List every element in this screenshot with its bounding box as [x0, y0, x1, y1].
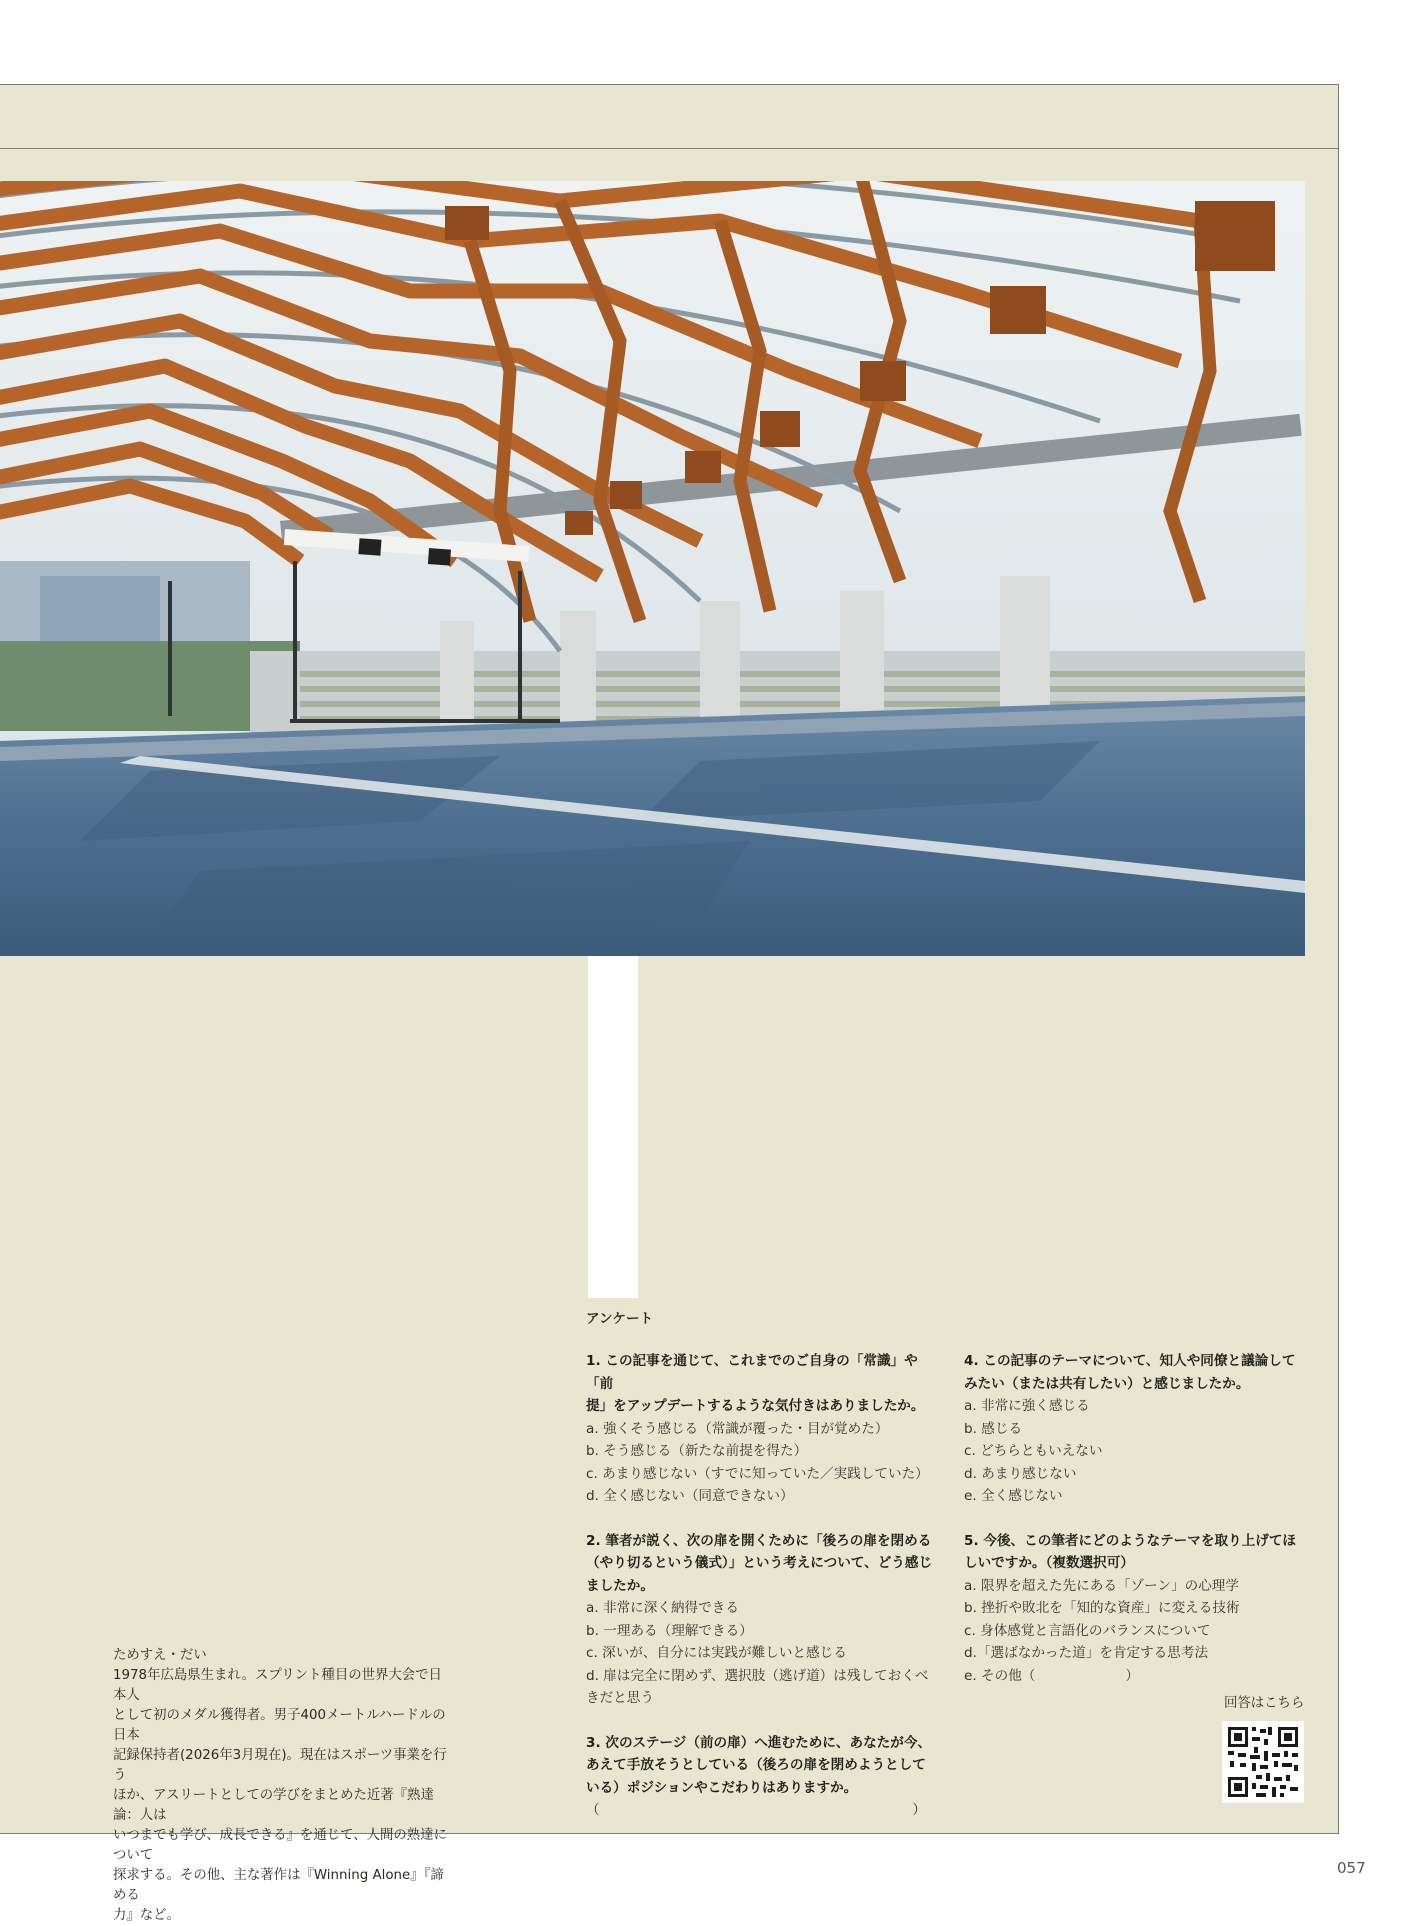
- question-title: しいですか。（複数選択可）: [964, 1555, 1134, 1571]
- answer-option[interactable]: b. そう感じる（新たな前提を得た）: [586, 1443, 808, 1459]
- white-strip: [588, 956, 638, 1298]
- question-title: 3. 次のステージ（前の扉）へ進むために、あなたが今、: [586, 1734, 932, 1751]
- qr-code-icon[interactable]: [1222, 1721, 1304, 1803]
- answer-option[interactable]: c. 身体感覚と言語化のバランスについて: [964, 1622, 1211, 1639]
- bio-line: 探求する。その他、主な著作は『Winning Alone』『諦める: [113, 1868, 444, 1903]
- other-label: e. その他（: [964, 1667, 1036, 1684]
- other-blank: [1035, 1665, 1125, 1688]
- answer-option[interactable]: b. 一理ある（理解できる）: [586, 1622, 753, 1639]
- survey-title: アンケート: [586, 1311, 654, 1327]
- bio-line: ほか、アスリートとしての学びをまとめた近著『熟達論：人は: [113, 1788, 434, 1823]
- answer-option[interactable]: d.「選ばなかった道」を肯定する思考法: [964, 1645, 1209, 1661]
- answer-option[interactable]: d. 全く感じない（同意できない）: [586, 1488, 794, 1504]
- answer-option[interactable]: b. 挫折や敗北を「知的な資産」に変える技術: [964, 1600, 1240, 1616]
- question-2: [586, 1530, 934, 1710]
- bio-line: いつまでも学び、成長できる』を通じて、人間の熟達について: [113, 1828, 447, 1863]
- bio-line: 力』など。: [113, 1908, 180, 1923]
- answer-option[interactable]: a. 強くそう感じる（常識が覆った・目が覚めた）: [586, 1420, 889, 1437]
- answer-option[interactable]: a. 非常に強く感じる: [964, 1398, 1090, 1414]
- bio-line: として初のメダル獲得者。男子400メートルハードルの日本: [113, 1708, 446, 1743]
- answer-option[interactable]: d. あまり感じない: [964, 1465, 1077, 1482]
- other-close: ）: [1125, 1667, 1139, 1684]
- question-5: [964, 1530, 1312, 1688]
- question-title: 4. この記事のテーマについて、知人や同僚と議論して: [964, 1353, 1296, 1369]
- paren-open: （: [586, 1802, 600, 1818]
- bio-line: 記録保持者(2026年3月現在)。現在はスポーツ事業を行う: [113, 1748, 447, 1783]
- question-1: [586, 1350, 934, 1508]
- survey-column-right: [964, 1350, 1312, 1709]
- question-title: みたい（または共有したい）と感じましたか。: [964, 1375, 1250, 1392]
- question-title: いる）ポジションやこだわりはありますか。: [586, 1779, 858, 1796]
- question-title: 2. 筆者が説く、次の扉を開くために「後ろの扉を閉める: [586, 1532, 932, 1549]
- answer-option[interactable]: b. 感じる: [964, 1420, 1023, 1437]
- question-title: ましたか。: [586, 1577, 654, 1594]
- question-4: [964, 1350, 1312, 1508]
- answer-option[interactable]: a. 非常に深く納得できる: [586, 1600, 739, 1616]
- paren-close: ）: [912, 1802, 926, 1818]
- question-3: [586, 1732, 934, 1822]
- author-name: ためすえ・だい: [113, 1648, 207, 1663]
- answer-option[interactable]: e. 全く感じない: [964, 1488, 1063, 1504]
- header-rule: [0, 148, 1338, 149]
- page-number: 057: [1337, 1859, 1366, 1877]
- answer-option[interactable]: c. 深いが、自分には実践が難しいと感じる: [586, 1645, 847, 1661]
- answer-option-other[interactable]: [964, 1665, 1312, 1688]
- answer-option[interactable]: d. 扉は完全に閉めず、選択肢（逃げ道）は残しておくべ: [586, 1667, 929, 1684]
- question-title: （やり切るという儀式）」という考えについて、どう感じ: [586, 1555, 933, 1571]
- bio-line: 1978年広島県生まれ。スプリント種目の世界大会で日本人: [113, 1668, 442, 1703]
- question-title: あえて手放そうとしている（後ろの扉を閉めようとして: [586, 1757, 926, 1773]
- survey-column-left: [586, 1350, 934, 1844]
- answer-option[interactable]: きだと思う: [586, 1690, 654, 1706]
- timber-dome-track-photo: [0, 181, 1305, 956]
- answer-option[interactable]: c. あまり感じない（すでに知っていた／実践していた）: [586, 1465, 929, 1482]
- free-answer-field[interactable]: [586, 1799, 926, 1822]
- answer-option[interactable]: a. 限界を超えた先にある「ゾーン」の心理学: [964, 1577, 1239, 1594]
- question-title: 1. この記事を通じて、これまでのご自身の「常識」や「前: [586, 1353, 918, 1392]
- question-title: 提」をアップデートするような気付きはありましたか。: [586, 1398, 925, 1414]
- author-bio: [113, 1646, 453, 1926]
- answer-label: 回答はこちら: [1224, 1696, 1305, 1711]
- answer-option[interactable]: c. どちらともいえない: [964, 1443, 1103, 1459]
- question-title: 5. 今後、この筆者にどのようなテーマを取り上げてほ: [964, 1532, 1297, 1549]
